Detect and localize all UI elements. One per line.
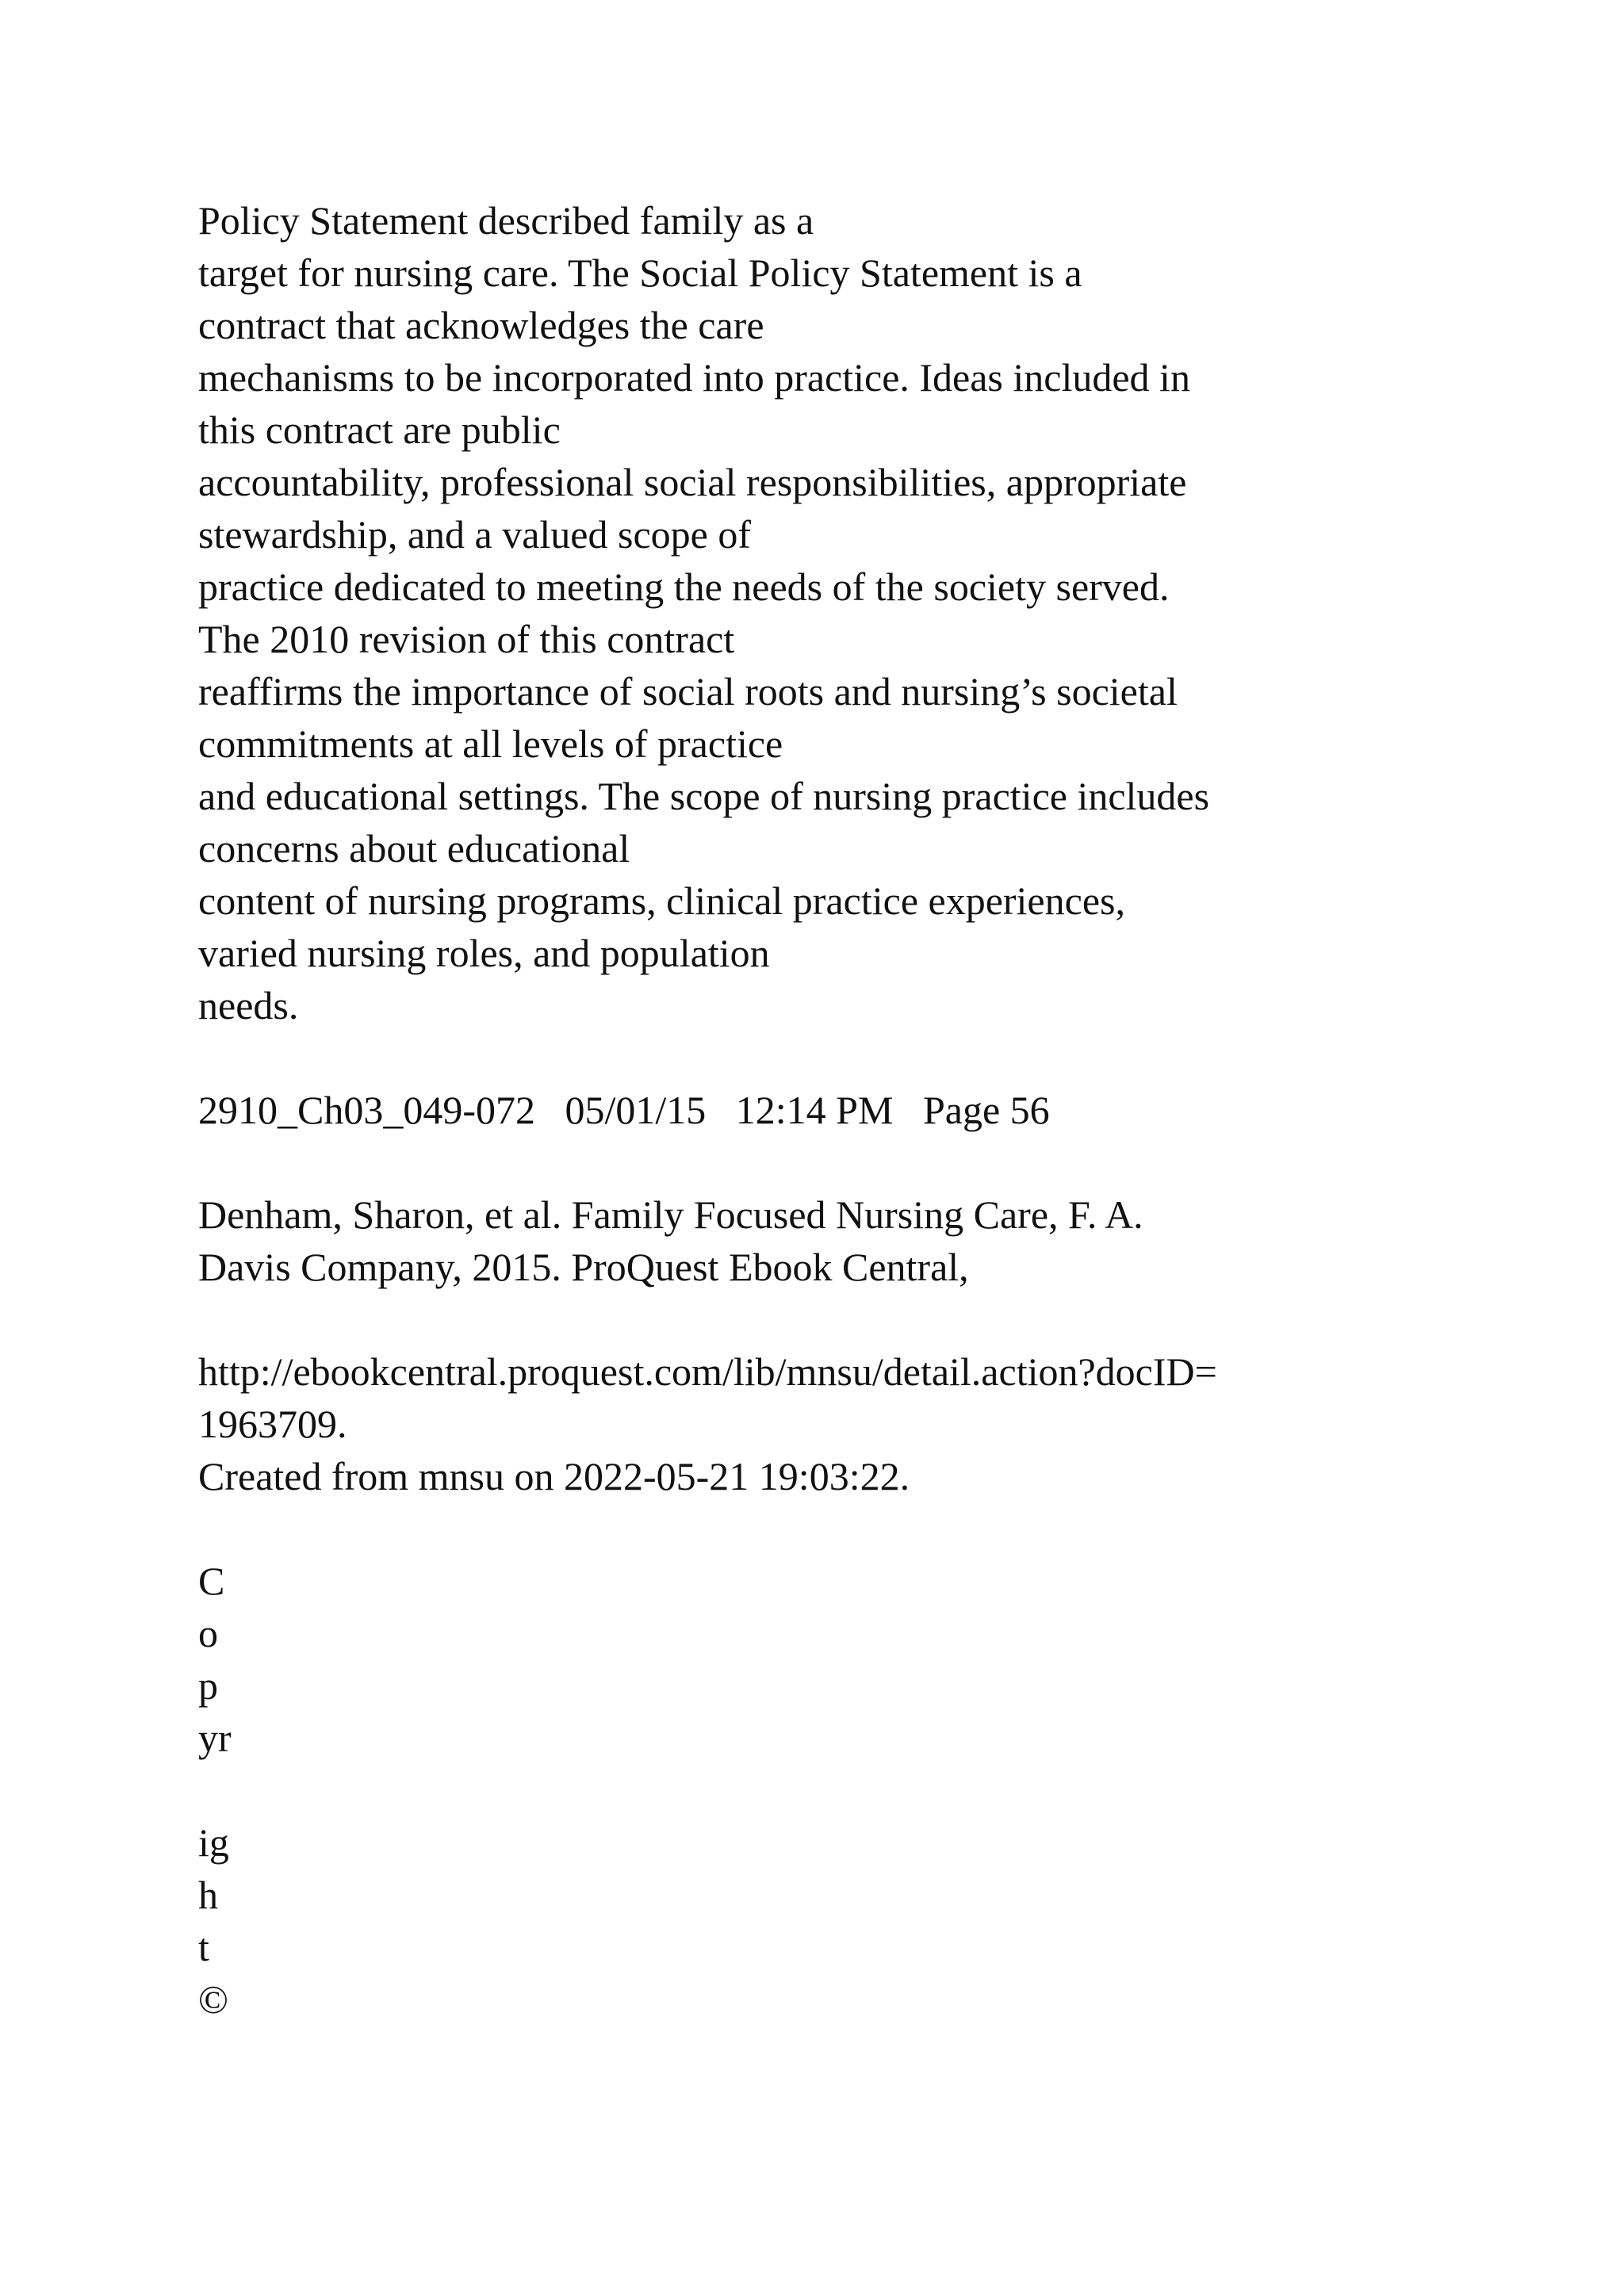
created-line: Created from mnsu on 2022-05-21 19:03:22. [198,1454,910,1498]
body-line: contract that acknowledges the care [198,303,764,347]
copyright-fragment [198,1764,1467,1816]
spacer [198,1293,1467,1345]
copyright-fragment: t [198,1925,209,1969]
body-line: needs. [198,983,299,1027]
copyright-fragment: p [198,1663,218,1708]
citation-line: Denham, Sharon, et al. Family Focused Nursing Care, F. A. [198,1192,1143,1237]
body-line: The 2010 revision of this contract [198,617,735,661]
copyright-fragment: ig [198,1820,229,1865]
copyright-fragment: yr [198,1716,232,1760]
body-line: commitments at all levels of practice [198,721,783,766]
citation-block [198,1188,1467,1502]
spacer [198,1136,1467,1188]
body-line: content of nursing programs, clinical practice experiences, [198,878,1125,923]
citation-url-line: 1963709. [198,1402,347,1446]
body-line: target for nursing care. The Social Policy Statement is a [198,251,1082,295]
copyright-fragment: o [198,1611,218,1655]
citation-line: Davis Company, 2015. ProQuest Ebook Central, [198,1245,969,1289]
body-line: reaffirms the importance of social roots and nursing’s societal [198,669,1178,714]
citation-url-line: http://ebookcentral.proquest.com/lib/mnsu/detail.action?docID= [198,1349,1217,1394]
copyright-vertical-text [198,1555,1467,2026]
body-line: varied nursing roles, and population [198,931,770,975]
page-header-line: 2910_Ch03_049-072 05/01/15 12:14 PM Page 56 [198,1088,1050,1132]
copyright-fragment: h [198,1873,218,1917]
body-line: Policy Statement described family as a [198,198,814,243]
copyright-fragment: C [198,1559,225,1603]
document-page [198,194,1467,2026]
body-paragraph [198,194,1467,1031]
body-line: and educational settings. The scope of nursing practice includes [198,774,1210,818]
body-line: concerns about educational [198,826,630,871]
body-line: practice dedicated to meeting the needs of the society served. [198,564,1170,609]
body-line: this contract are public [198,408,561,452]
body-line: stewardship, and a valued scope of [198,512,751,557]
body-line: accountability, professional social responsibilities, appropriate [198,460,1187,504]
spacer [198,1502,1467,1555]
body-line: mechanisms to be incorporated into practice. Ideas included in [198,355,1190,400]
copyright-symbol: © [198,1977,228,2022]
spacer [198,1031,1467,1084]
